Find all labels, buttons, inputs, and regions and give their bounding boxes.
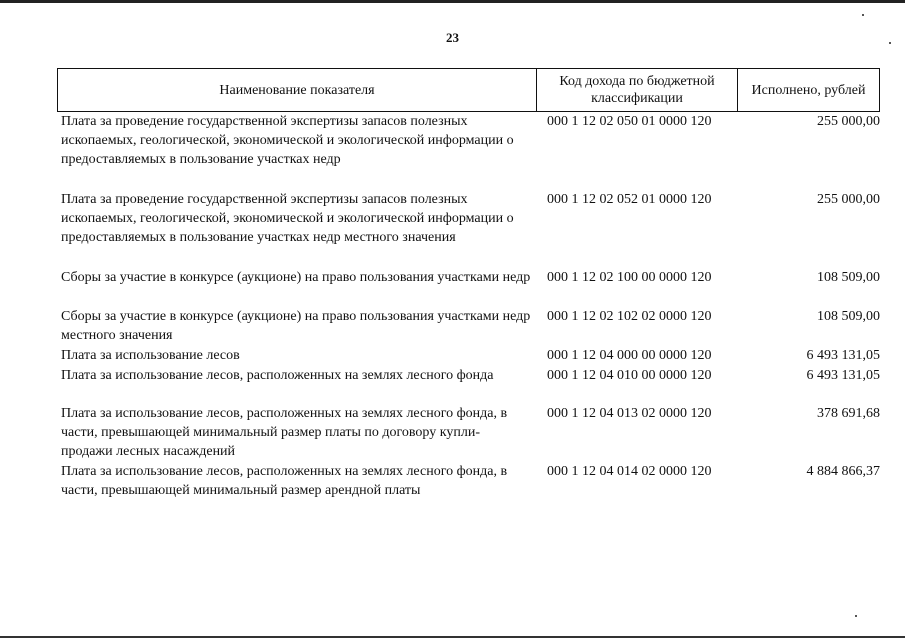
bottom-border-rule (0, 636, 905, 638)
header-name-column: Наименование показателя (58, 69, 537, 111)
row-code: 000 1 12 02 050 01 0000 120 (547, 114, 712, 129)
row-name: Плата за использование лесов, расположенных на землях лесного фонда, в части, превышающей минимальный размер платы по договору купли-продажи лесных насаждений (61, 406, 508, 459)
row-code: 000 1 12 04 000 00 0000 120 (547, 348, 712, 363)
row-amount: 108 509,00 (817, 270, 880, 285)
row-amount: 6 493 131,05 (806, 368, 880, 383)
row-name: Сборы за участие в конкурсе (аукционе) на право пользования участками недр (61, 270, 531, 285)
row-code: 000 1 12 04 014 02 0000 120 (547, 464, 712, 479)
row-code: 000 1 12 02 052 01 0000 120 (547, 192, 712, 207)
row-name: Плата за использование лесов, расположенных на землях лесного фонда (61, 368, 494, 383)
row-amount: 378 691,68 (817, 406, 880, 421)
top-border-rule (0, 0, 905, 3)
scan-speck (855, 615, 857, 617)
row-name: Сборы за участие в конкурсе (аукционе) на право пользования участками недр местного значения (61, 309, 531, 343)
header-code-column: Код дохода по бюджетной классификации (537, 69, 738, 111)
row-code: 000 1 12 02 102 02 0000 120 (547, 309, 712, 324)
header-amount-column: Исполнено, рублей (751, 82, 866, 98)
row-amount: 108 509,00 (817, 309, 880, 324)
page-number: 23 (446, 30, 459, 45)
row-amount: 255 000,00 (817, 192, 880, 207)
table-header (57, 68, 880, 112)
row-code: 000 1 12 02 100 00 0000 120 (547, 270, 712, 285)
scan-speck (862, 14, 864, 16)
row-code: 000 1 12 04 010 00 0000 120 (547, 368, 712, 383)
row-amount: 4 884 866,37 (806, 464, 880, 479)
row-name: Плата за проведение государственной экспертизы запасов полезных ископаемых, геологической, экономической и экологической информации о предоставляемых в пользование участках недр местного значения (61, 192, 514, 245)
row-code: 000 1 12 04 013 02 0000 120 (547, 406, 712, 421)
row-name: Плата за использование лесов, расположенных на землях лесного фонда, в части, превышающей минимальный размер арендной платы (61, 464, 508, 498)
row-amount: 6 493 131,05 (806, 348, 880, 363)
row-name: Плата за использование лесов (61, 348, 240, 363)
row-name: Плата за проведение государственной экспертизы запасов полезных ископаемых, геологической, экономической и экологической информации о предоставляемых в пользование участках недр (61, 114, 514, 167)
row-amount: 255 000,00 (817, 114, 880, 129)
